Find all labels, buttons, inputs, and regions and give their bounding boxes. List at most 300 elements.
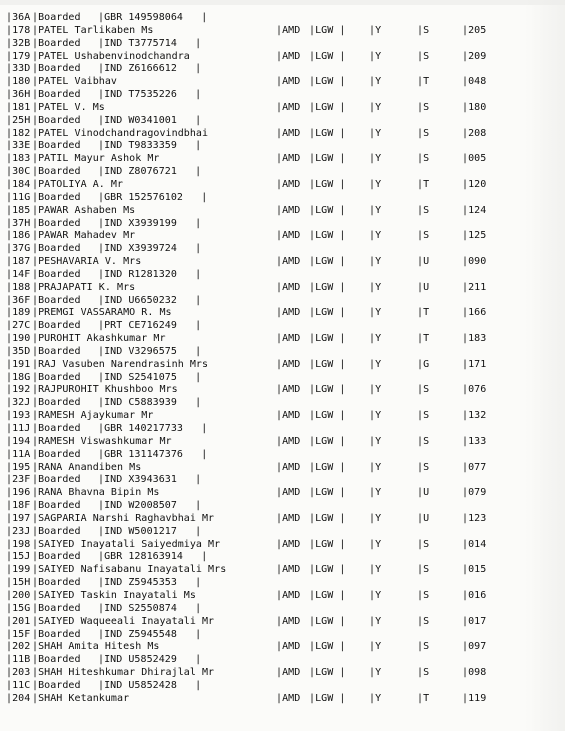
passenger-name: |PATEL Tarlikaben Ms (32, 24, 154, 36)
seat-number: |23F (6, 474, 31, 486)
passenger-row (6, 410, 561, 423)
passport-id: |IND U5852428 | (98, 679, 202, 691)
boarding-status-row (6, 526, 561, 539)
passenger-number: |180 (6, 76, 31, 88)
cabin-class: |Y (369, 256, 382, 268)
passenger-row (6, 333, 561, 346)
origin-code: |AMD (276, 410, 301, 422)
status-code: |S (417, 127, 430, 139)
cabin-class: |Y (369, 487, 382, 499)
passenger-row (6, 307, 561, 320)
cabin-class: |Y (369, 50, 382, 62)
passenger-name: |PATEL Ushabenvinodchandra (32, 50, 190, 62)
passport-id: |IND C5883939 | (98, 397, 202, 409)
passport-id: |GBR 152576102 | (98, 191, 208, 203)
seat-number: |36F (6, 294, 31, 306)
passenger-number: |189 (6, 307, 31, 319)
passenger-row (6, 51, 561, 64)
passenger-number: |199 (6, 564, 31, 576)
sequence-number: |133 (462, 435, 487, 447)
boarded-status: |Boarded (32, 294, 81, 306)
passport-id: |GBR 128163914 | (98, 551, 208, 563)
passenger-row (6, 564, 561, 577)
origin-code: |AMD (276, 230, 301, 242)
passenger-name: |PRAJAPATI K. Mrs (32, 281, 136, 293)
cabin-class: |Y (369, 76, 382, 88)
boarding-status-row (6, 654, 561, 667)
sequence-number: |048 (462, 76, 487, 88)
passenger-name: |PATIL Mayur Ashok Mr (32, 153, 160, 165)
sequence-number: |211 (462, 281, 487, 293)
origin-code: |AMD (276, 461, 301, 473)
origin-code: |AMD (276, 589, 301, 601)
passenger-row (6, 128, 561, 141)
boarding-status-row (6, 218, 561, 231)
passport-id: |IND S2541075 | (98, 371, 202, 383)
sequence-number: |180 (462, 101, 487, 113)
seat-number: |14F (6, 268, 31, 280)
boarded-status: |Boarded (32, 628, 81, 640)
cabin-class: |Y (369, 384, 382, 396)
sequence-number: |077 (462, 461, 487, 473)
seat-number: |15G (6, 602, 31, 614)
cabin-class: |Y (369, 667, 382, 679)
origin-code: |AMD (276, 153, 301, 165)
destination-code: |LGW | (309, 204, 346, 216)
status-code: |S (417, 564, 430, 576)
sequence-number: |090 (462, 256, 487, 268)
seat-number: |37H (6, 217, 31, 229)
status-code: |S (417, 50, 430, 62)
boarded-status: |Boarded (32, 448, 81, 460)
passenger-row (6, 616, 561, 629)
passport-id: |IND Z5945548 | (98, 628, 202, 640)
origin-code: |AMD (276, 358, 301, 370)
origin-code: |AMD (276, 435, 301, 447)
boarding-status-row (6, 140, 561, 153)
cabin-class: |Y (369, 615, 382, 627)
destination-code: |LGW | (309, 230, 346, 242)
cabin-class: |Y (369, 101, 382, 113)
passenger-number: |191 (6, 358, 31, 370)
destination-code: |LGW | (309, 538, 346, 550)
passenger-name: |SHAH Hiteshkumar Dhirajlal Mr (32, 667, 215, 679)
passenger-name: |PATEL V. Ms (32, 101, 105, 113)
cabin-class: |Y (369, 512, 382, 524)
passport-id: |GBR 149598064 | (98, 12, 208, 23)
destination-code: |LGW | (309, 358, 346, 370)
origin-code: |AMD (276, 307, 301, 319)
passenger-number: |186 (6, 230, 31, 242)
passport-id: |IND W2008507 | (98, 500, 202, 512)
origin-code: |AMD (276, 24, 301, 36)
passenger-row (6, 230, 561, 243)
status-code: |S (417, 435, 430, 447)
seat-number: |32B (6, 37, 31, 49)
origin-code: |AMD (276, 50, 301, 62)
destination-code: |LGW | (309, 487, 346, 499)
passenger-number: |188 (6, 281, 31, 293)
origin-code: |AMD (276, 667, 301, 679)
status-code: |S (417, 204, 430, 216)
passport-id: |IND Z8076721 | (98, 166, 202, 178)
boarding-status-row (6, 166, 561, 179)
origin-code: |AMD (276, 641, 301, 653)
boarding-status-row (6, 397, 561, 410)
seat-number: |11A (6, 448, 31, 460)
sequence-number: |017 (462, 615, 487, 627)
boarded-status: |Boarded (32, 191, 81, 203)
passport-id: |IND V3296575 | (98, 345, 202, 357)
cabin-class: |Y (369, 127, 382, 139)
seat-number: |35D (6, 345, 31, 357)
destination-code: |LGW | (309, 24, 346, 36)
sequence-number: |120 (462, 178, 487, 190)
passenger-row (6, 384, 561, 397)
sequence-number: |132 (462, 410, 487, 422)
passenger-row (6, 205, 561, 218)
passenger-name: |PUROHIT Akashkumar Mr (32, 333, 166, 345)
origin-code: |AMD (276, 333, 301, 345)
boarded-status: |Boarded (32, 551, 81, 563)
passenger-name: |SAIYED Nafisabanu Inayatali Mrs (32, 564, 227, 576)
cabin-class: |Y (369, 24, 382, 36)
status-code: |S (417, 410, 430, 422)
cabin-class: |Y (369, 564, 382, 576)
destination-code: |LGW | (309, 101, 346, 113)
passenger-row (6, 179, 561, 192)
status-code: |S (417, 384, 430, 396)
sequence-number: |124 (462, 204, 487, 216)
passenger-row (6, 590, 561, 603)
destination-code: |LGW | (309, 667, 346, 679)
seat-number: |30C (6, 166, 31, 178)
passenger-row (6, 153, 561, 166)
passport-id: |PRT CE716249 | (98, 320, 202, 332)
passenger-number: |204 (6, 692, 31, 704)
boarding-status-row (6, 346, 561, 359)
destination-code: |LGW | (309, 461, 346, 473)
passenger-number: |182 (6, 127, 31, 139)
origin-code: |AMD (276, 76, 301, 88)
passport-id: |IND T3775714 | (98, 37, 202, 49)
passenger-name: |RAJPUROHIT Khushboo Mrs (32, 384, 178, 396)
boarded-status: |Boarded (32, 474, 81, 486)
passenger-row (6, 462, 561, 475)
passenger-number: |203 (6, 667, 31, 679)
passenger-number: |179 (6, 50, 31, 62)
passport-id: |IND X3939724 | (98, 243, 202, 255)
origin-code: |AMD (276, 204, 301, 216)
seat-number: |23J (6, 525, 31, 537)
seat-number: |11G (6, 191, 31, 203)
passenger-number: |178 (6, 24, 31, 36)
passenger-name: |PAWAR Ashaben Ms (32, 204, 136, 216)
passenger-number: |193 (6, 410, 31, 422)
boarded-status: |Boarded (32, 89, 81, 101)
boarding-status-row (6, 63, 561, 76)
origin-code: |AMD (276, 512, 301, 524)
cabin-class: |Y (369, 178, 382, 190)
passenger-number: |196 (6, 487, 31, 499)
passenger-name: |RAMESH Viswashkumar Mr (32, 435, 172, 447)
boarding-status-row (6, 680, 561, 693)
passport-id: |IND W5001217 | (98, 525, 202, 537)
passenger-name: |SAIYED Taskin Inayatali Ms (32, 589, 196, 601)
boarded-status: |Boarded (32, 577, 81, 589)
status-code: |S (417, 615, 430, 627)
boarded-status: |Boarded (32, 217, 81, 229)
boarded-status: |Boarded (32, 397, 81, 409)
cabin-class: |Y (369, 589, 382, 601)
boarded-status: |Boarded (32, 371, 81, 383)
cabin-class: |Y (369, 333, 382, 345)
passport-id: |IND Z6166612 | (98, 63, 202, 75)
destination-code: |LGW | (309, 50, 346, 62)
passenger-name: |PATOLIYA A. Mr (32, 178, 124, 190)
seat-number: |15F (6, 628, 31, 640)
destination-code: |LGW | (309, 153, 346, 165)
passport-id: |IND U5852429 | (98, 654, 202, 666)
status-code: |S (417, 589, 430, 601)
status-code: |U (417, 512, 430, 524)
passenger-name: |SHAH Amita Hitesh Ms (32, 641, 160, 653)
boarding-status-row (6, 577, 561, 590)
passport-id: |IND X3939199 | (98, 217, 202, 229)
boarded-status: |Boarded (32, 602, 81, 614)
boarded-status: |Boarded (32, 114, 81, 126)
passenger-row (6, 76, 561, 89)
sequence-number: |076 (462, 384, 487, 396)
passenger-number: |200 (6, 589, 31, 601)
sequence-number: |183 (462, 333, 487, 345)
boarding-status-row (6, 115, 561, 128)
passenger-row (6, 102, 561, 115)
sequence-number: |005 (462, 153, 487, 165)
passenger-row (6, 641, 561, 654)
boarded-status: |Boarded (32, 63, 81, 75)
passport-id: |IND W0341001 | (98, 114, 202, 126)
destination-code: |LGW | (309, 615, 346, 627)
origin-code: |AMD (276, 281, 301, 293)
boarded-status: |Boarded (32, 654, 81, 666)
passenger-row (6, 693, 561, 706)
passenger-number: |194 (6, 435, 31, 447)
passenger-name: |PESHAVARIA V. Mrs (32, 256, 142, 268)
status-code: |S (417, 101, 430, 113)
status-code: |U (417, 487, 430, 499)
cabin-class: |Y (369, 410, 382, 422)
boarding-status-row (6, 603, 561, 616)
status-code: |T (417, 692, 430, 704)
passenger-number: |190 (6, 333, 31, 345)
sequence-number: |079 (462, 487, 487, 499)
passenger-name: |PATEL Vinodchandragovindbhai (32, 127, 209, 139)
origin-code: |AMD (276, 692, 301, 704)
passenger-name: |PREMGI VASSARAMO R. Ms (32, 307, 172, 319)
origin-code: |AMD (276, 384, 301, 396)
origin-code: |AMD (276, 538, 301, 550)
sequence-number: |171 (462, 358, 487, 370)
passenger-number: |202 (6, 641, 31, 653)
sequence-number: |166 (462, 307, 487, 319)
status-code: |U (417, 281, 430, 293)
sequence-number: |208 (462, 127, 487, 139)
passenger-number: |198 (6, 538, 31, 550)
status-code: |S (417, 461, 430, 473)
passenger-row (6, 256, 561, 269)
sequence-number: |097 (462, 641, 487, 653)
boarding-status-row (6, 243, 561, 256)
seat-number: |18G (6, 371, 31, 383)
status-code: |T (417, 76, 430, 88)
destination-code: |LGW | (309, 589, 346, 601)
boarding-status-row (6, 12, 561, 25)
cabin-class: |Y (369, 281, 382, 293)
passport-id: |IND S2550874 | (98, 602, 202, 614)
seat-number: |37G (6, 243, 31, 255)
destination-code: |LGW | (309, 178, 346, 190)
sequence-number: |119 (462, 692, 487, 704)
destination-code: |LGW | (309, 692, 346, 704)
passenger-row (6, 487, 561, 500)
boarded-status: |Boarded (32, 320, 81, 332)
cabin-class: |Y (369, 692, 382, 704)
boarding-status-row (6, 89, 561, 102)
status-code: |S (417, 538, 430, 550)
passenger-name: |SAIYED Inayatali Saiyedmiya Mr (32, 538, 221, 550)
boarded-status: |Boarded (32, 243, 81, 255)
destination-code: |LGW | (309, 410, 346, 422)
passenger-number: |192 (6, 384, 31, 396)
passenger-number: |181 (6, 101, 31, 113)
destination-code: |LGW | (309, 512, 346, 524)
cabin-class: |Y (369, 358, 382, 370)
status-code: |T (417, 178, 430, 190)
seat-number: |27C (6, 320, 31, 332)
passenger-number: |185 (6, 204, 31, 216)
seat-number: |32J (6, 397, 31, 409)
passport-id: |GBR 140217733 | (98, 423, 208, 434)
passenger-number: |197 (6, 512, 31, 524)
status-code: |S (417, 153, 430, 165)
seat-number: |11J (6, 423, 31, 434)
passport-id: |IND T9833359 | (98, 140, 202, 152)
cabin-class: |Y (369, 461, 382, 473)
destination-code: |LGW | (309, 307, 346, 319)
sequence-number: |014 (462, 538, 487, 550)
destination-code: |LGW | (309, 333, 346, 345)
origin-code: |AMD (276, 256, 301, 268)
destination-code: |LGW | (309, 127, 346, 139)
destination-code: |LGW | (309, 564, 346, 576)
boarded-status: |Boarded (32, 166, 81, 178)
sequence-number: |209 (462, 50, 487, 62)
passenger-name: |PAWAR Mahadev Mr (32, 230, 136, 242)
cabin-class: |Y (369, 435, 382, 447)
boarded-status: |Boarded (32, 140, 81, 152)
sequence-number: |123 (462, 512, 487, 524)
sequence-number: |098 (462, 667, 487, 679)
passenger-name: |SAGPARIA Narshi Raghavbhai Mr (32, 512, 215, 524)
passenger-number: |195 (6, 461, 31, 473)
passport-id: |IND U6650232 | (98, 294, 202, 306)
seat-number: |36A (6, 12, 31, 23)
boarding-status-row (6, 38, 561, 51)
sequence-number: |015 (462, 564, 487, 576)
origin-code: |AMD (276, 127, 301, 139)
boarding-status-row (6, 500, 561, 513)
passenger-number: |184 (6, 178, 31, 190)
sequence-number: |125 (462, 230, 487, 242)
seat-number: |36H (6, 89, 31, 101)
cabin-class: |Y (369, 307, 382, 319)
boarding-status-row (6, 423, 561, 436)
status-code: |T (417, 307, 430, 319)
seat-number: |33D (6, 63, 31, 75)
seat-number: |33E (6, 140, 31, 152)
passenger-name: |SHAH Ketankumar (32, 692, 130, 704)
passenger-name: |RANA Anandiben Ms (32, 461, 142, 473)
passenger-name: |RANA Bhavna Bipin Ms (32, 487, 160, 499)
seat-number: |15J (6, 551, 31, 563)
boarded-status: |Boarded (32, 345, 81, 357)
passenger-manifest (6, 12, 561, 706)
boarded-status: |Boarded (32, 37, 81, 49)
boarded-status: |Boarded (32, 525, 81, 537)
cabin-class: |Y (369, 538, 382, 550)
boarded-status: |Boarded (32, 500, 81, 512)
boarding-status-row (6, 551, 561, 564)
passenger-number: |187 (6, 256, 31, 268)
passport-id: |IND R1281320 | (98, 268, 202, 280)
passenger-row (6, 359, 561, 372)
boarding-status-row (6, 474, 561, 487)
destination-code: |LGW | (309, 641, 346, 653)
passenger-row (6, 282, 561, 295)
passenger-row (6, 25, 561, 38)
passenger-row (6, 539, 561, 552)
sequence-number: |205 (462, 24, 487, 36)
passenger-number: |201 (6, 615, 31, 627)
origin-code: |AMD (276, 564, 301, 576)
boarding-status-row (6, 295, 561, 308)
boarding-status-row (6, 269, 561, 282)
passenger-name: |RAMESH Ajaykumar Mr (32, 410, 154, 422)
boarding-status-row (6, 372, 561, 385)
seat-number: |15H (6, 577, 31, 589)
sequence-number: |016 (462, 589, 487, 601)
destination-code: |LGW | (309, 281, 346, 293)
boarded-status: |Boarded (32, 268, 81, 280)
origin-code: |AMD (276, 101, 301, 113)
passport-id: |IND X3943631 | (98, 474, 202, 486)
destination-code: |LGW | (309, 256, 346, 268)
passenger-number: |183 (6, 153, 31, 165)
status-code: |S (417, 667, 430, 679)
boarding-status-row (6, 192, 561, 205)
status-code: |U (417, 256, 430, 268)
passenger-row (6, 667, 561, 680)
cabin-class: |Y (369, 641, 382, 653)
status-code: |T (417, 333, 430, 345)
boarded-status: |Boarded (32, 12, 81, 23)
status-code: |S (417, 641, 430, 653)
seat-number: |11C (6, 679, 31, 691)
status-code: |S (417, 230, 430, 242)
origin-code: |AMD (276, 178, 301, 190)
boarded-status: |Boarded (32, 679, 81, 691)
